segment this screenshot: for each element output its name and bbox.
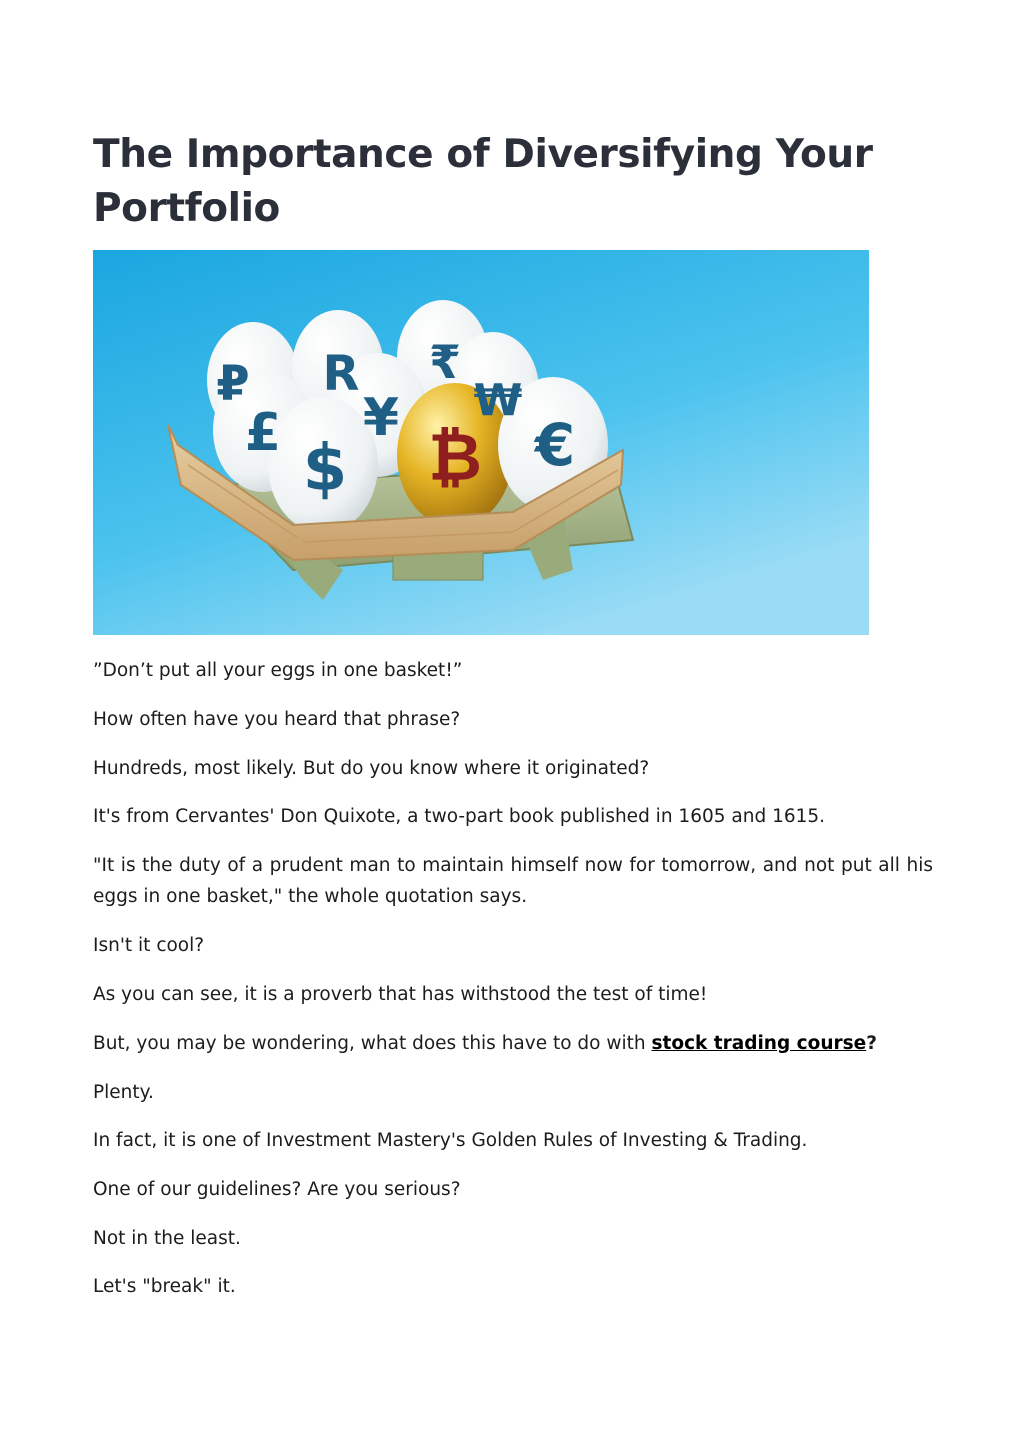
paragraph-golden-rules: In fact, it is one of Investment Mastery's Golden Rules of Investing & Trading. (93, 1130, 808, 1151)
paragraph-full-quotation: "It is the duty of a prudent man to maintain himself now for tomorrow, and not put all his eggs in one basket," the whole quotation says. (93, 855, 933, 907)
stock-trading-course-link[interactable]: stock trading course (651, 1033, 867, 1054)
paragraph-stock-trading (93, 1028, 933, 1059)
egg-symbol-3: ₹ (428, 335, 462, 389)
egg-symbol-4: £ (244, 403, 282, 463)
paragraph-guidelines: One of our guidelines? Are you serious? (93, 1179, 461, 1200)
paragraph-stock-trading-text: But, you may be wondering, what does this have to do with (93, 1033, 652, 1054)
paragraph-proverb: As you can see, it is a proverb that has withstood the test of time! (93, 984, 708, 1005)
paragraph-phrase-question: How often have you heard that phrase? (93, 709, 461, 730)
egg-symbol-1: ₽ (216, 356, 250, 412)
egg-symbol-8: ₿ (428, 419, 482, 496)
hero-image (93, 250, 869, 635)
egg-symbol-7: $ (302, 432, 348, 506)
egg-symbol-6: ₩ (473, 375, 523, 426)
article-title: The Importance of Diversifying Your Portfolio (93, 132, 873, 231)
paragraph-origin-question: Hundreds, most likely. But do you know where it originated? (93, 758, 650, 779)
paragraph-quote: ”Don’t put all your eggs in one basket!” (93, 660, 463, 681)
egg-symbol-2: R (322, 346, 360, 402)
eggs-basket-illustration (93, 250, 869, 635)
paragraph-not-least: Not in the least. (93, 1228, 241, 1249)
paragraph-plenty: Plenty. (93, 1082, 154, 1103)
paragraph-cervantes: It's from Cervantes' Don Quixote, a two-part book published in 1605 and 1615. (93, 806, 826, 827)
paragraph-break-it: Let's "break" it. (93, 1276, 236, 1297)
paragraph-stock-trading-end: ? (866, 1033, 877, 1054)
egg-symbol-5: ¥ (362, 388, 400, 448)
egg-symbol-9: € (534, 411, 576, 479)
paragraph-isnt-it-cool: Isn't it cool? (93, 935, 205, 956)
